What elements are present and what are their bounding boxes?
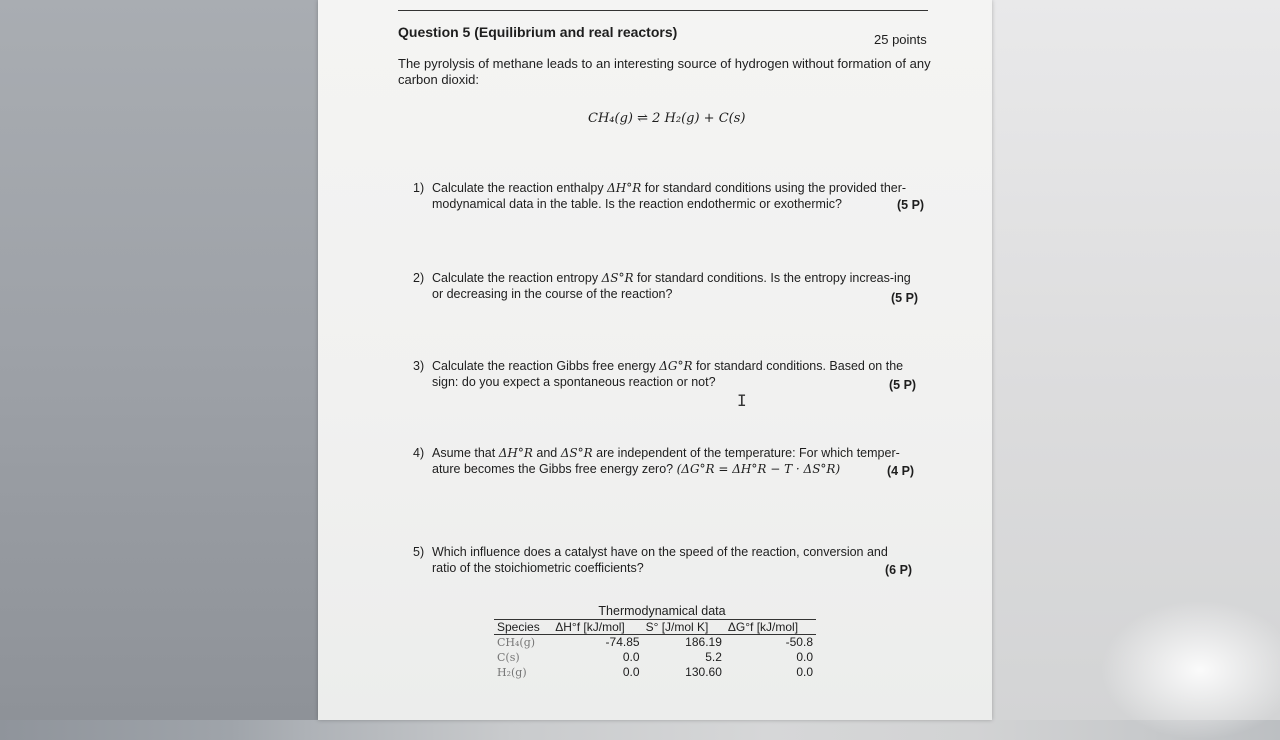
exam-page <box>318 0 992 720</box>
table-cell: 0.0 <box>796 665 813 679</box>
table-cell: H₂(g) <box>497 666 527 679</box>
table-cell: -50.8 <box>785 635 813 649</box>
table-cell: CH₄(g) <box>497 636 536 649</box>
subquestion-number: 5) <box>413 545 425 559</box>
enthalpy-symbol: ΔH°R <box>498 446 533 460</box>
subquestion-points: (5 P) <box>891 291 919 305</box>
question-intro: The pyrolysis of methane leads to an interesting source of hydrogen without formation of any carbon dioxid: <box>398 56 931 87</box>
subquestion-text: Asume that ΔH°R and ΔS°R are independent of the temperature: For which temper-ature becomes the Gibbs free energy zero? (ΔG°R = ΔH°R − T · ΔS°R) <box>432 446 900 476</box>
subquestion-number: 3) <box>413 359 425 373</box>
table-header-row <box>494 620 816 635</box>
gibbs-formula: (ΔG°R = ΔH°R − T · ΔS°R) <box>676 462 841 476</box>
monitor-bezel-left <box>0 0 318 720</box>
subquestion-points: (5 P) <box>897 198 925 212</box>
thermo-table <box>494 604 824 680</box>
table-cell: 130.60 <box>685 665 722 679</box>
data-table <box>494 619 816 680</box>
subquestion-3 <box>413 358 933 392</box>
table-caption: Thermodynamical data <box>598 604 726 618</box>
text-cursor-icon: I <box>737 391 747 410</box>
table-cell: 0.0 <box>796 650 813 664</box>
table-cell: 5.2 <box>705 650 722 664</box>
entropy-symbol: ΔS°R <box>560 446 593 460</box>
top-rule <box>398 10 928 11</box>
subquestion-number: 2) <box>413 271 425 285</box>
light-glare <box>1100 600 1280 740</box>
subquestion-2 <box>413 270 933 304</box>
table-header: S° [J/mol K] <box>643 620 725 635</box>
entropy-symbol: ΔS°R <box>601 271 634 285</box>
question-title: Question 5 (Equilibrium and real reactors) <box>398 24 678 40</box>
subquestion-1 <box>413 180 933 214</box>
subquestion-number: 4) <box>413 446 425 460</box>
table-row <box>494 635 816 651</box>
subquestion-text: Calculate the reaction enthalpy ΔH°R for standard conditions using the provided ther-modynamical data in the table. Is the reaction endothermic or exothermic? <box>432 181 907 211</box>
reaction-equation: CH₄(g) ⇌ 2 H₂(g) + C(s) <box>588 111 746 126</box>
subquestion-points: (5 P) <box>889 378 917 392</box>
enthalpy-symbol: ΔH°R <box>607 181 642 195</box>
subquestion-points: (6 P) <box>885 563 913 577</box>
table-row <box>494 665 816 680</box>
subquestion-number: 1) <box>413 181 425 195</box>
subquestion-text: Calculate the reaction Gibbs free energy ΔG°R for standard conditions. Based on the sign: do you expect a spontaneous reaction or not? <box>432 359 904 389</box>
table-header: ΔG°f [kJ/mol] <box>725 620 816 635</box>
gibbs-symbol: ΔG°R <box>659 359 693 373</box>
table-header: ΔH°f [kJ/mol] <box>552 620 642 635</box>
table-header: Species <box>494 620 552 635</box>
table-cell: 0.0 <box>622 665 640 679</box>
table-cell: 186.19 <box>685 635 722 649</box>
subquestion-text: Calculate the reaction entropy ΔS°R for standard conditions. Is the entropy increas-ing or decreasing in the course of the reaction? <box>432 271 911 301</box>
table-cell: 0.0 <box>622 650 640 664</box>
table-cell: C(s) <box>497 651 520 664</box>
question-points: 25 points <box>874 32 927 47</box>
table-cell: -74.85 <box>605 635 640 649</box>
table-row <box>494 650 816 665</box>
subquestion-points: (4 P) <box>887 464 915 478</box>
subquestion-5 <box>413 544 933 578</box>
subquestion-text: Which influence does a catalyst have on the speed of the reaction, conversion and ratio of the stoichiometric coefficients? <box>432 545 888 575</box>
subquestion-4 <box>413 445 933 479</box>
